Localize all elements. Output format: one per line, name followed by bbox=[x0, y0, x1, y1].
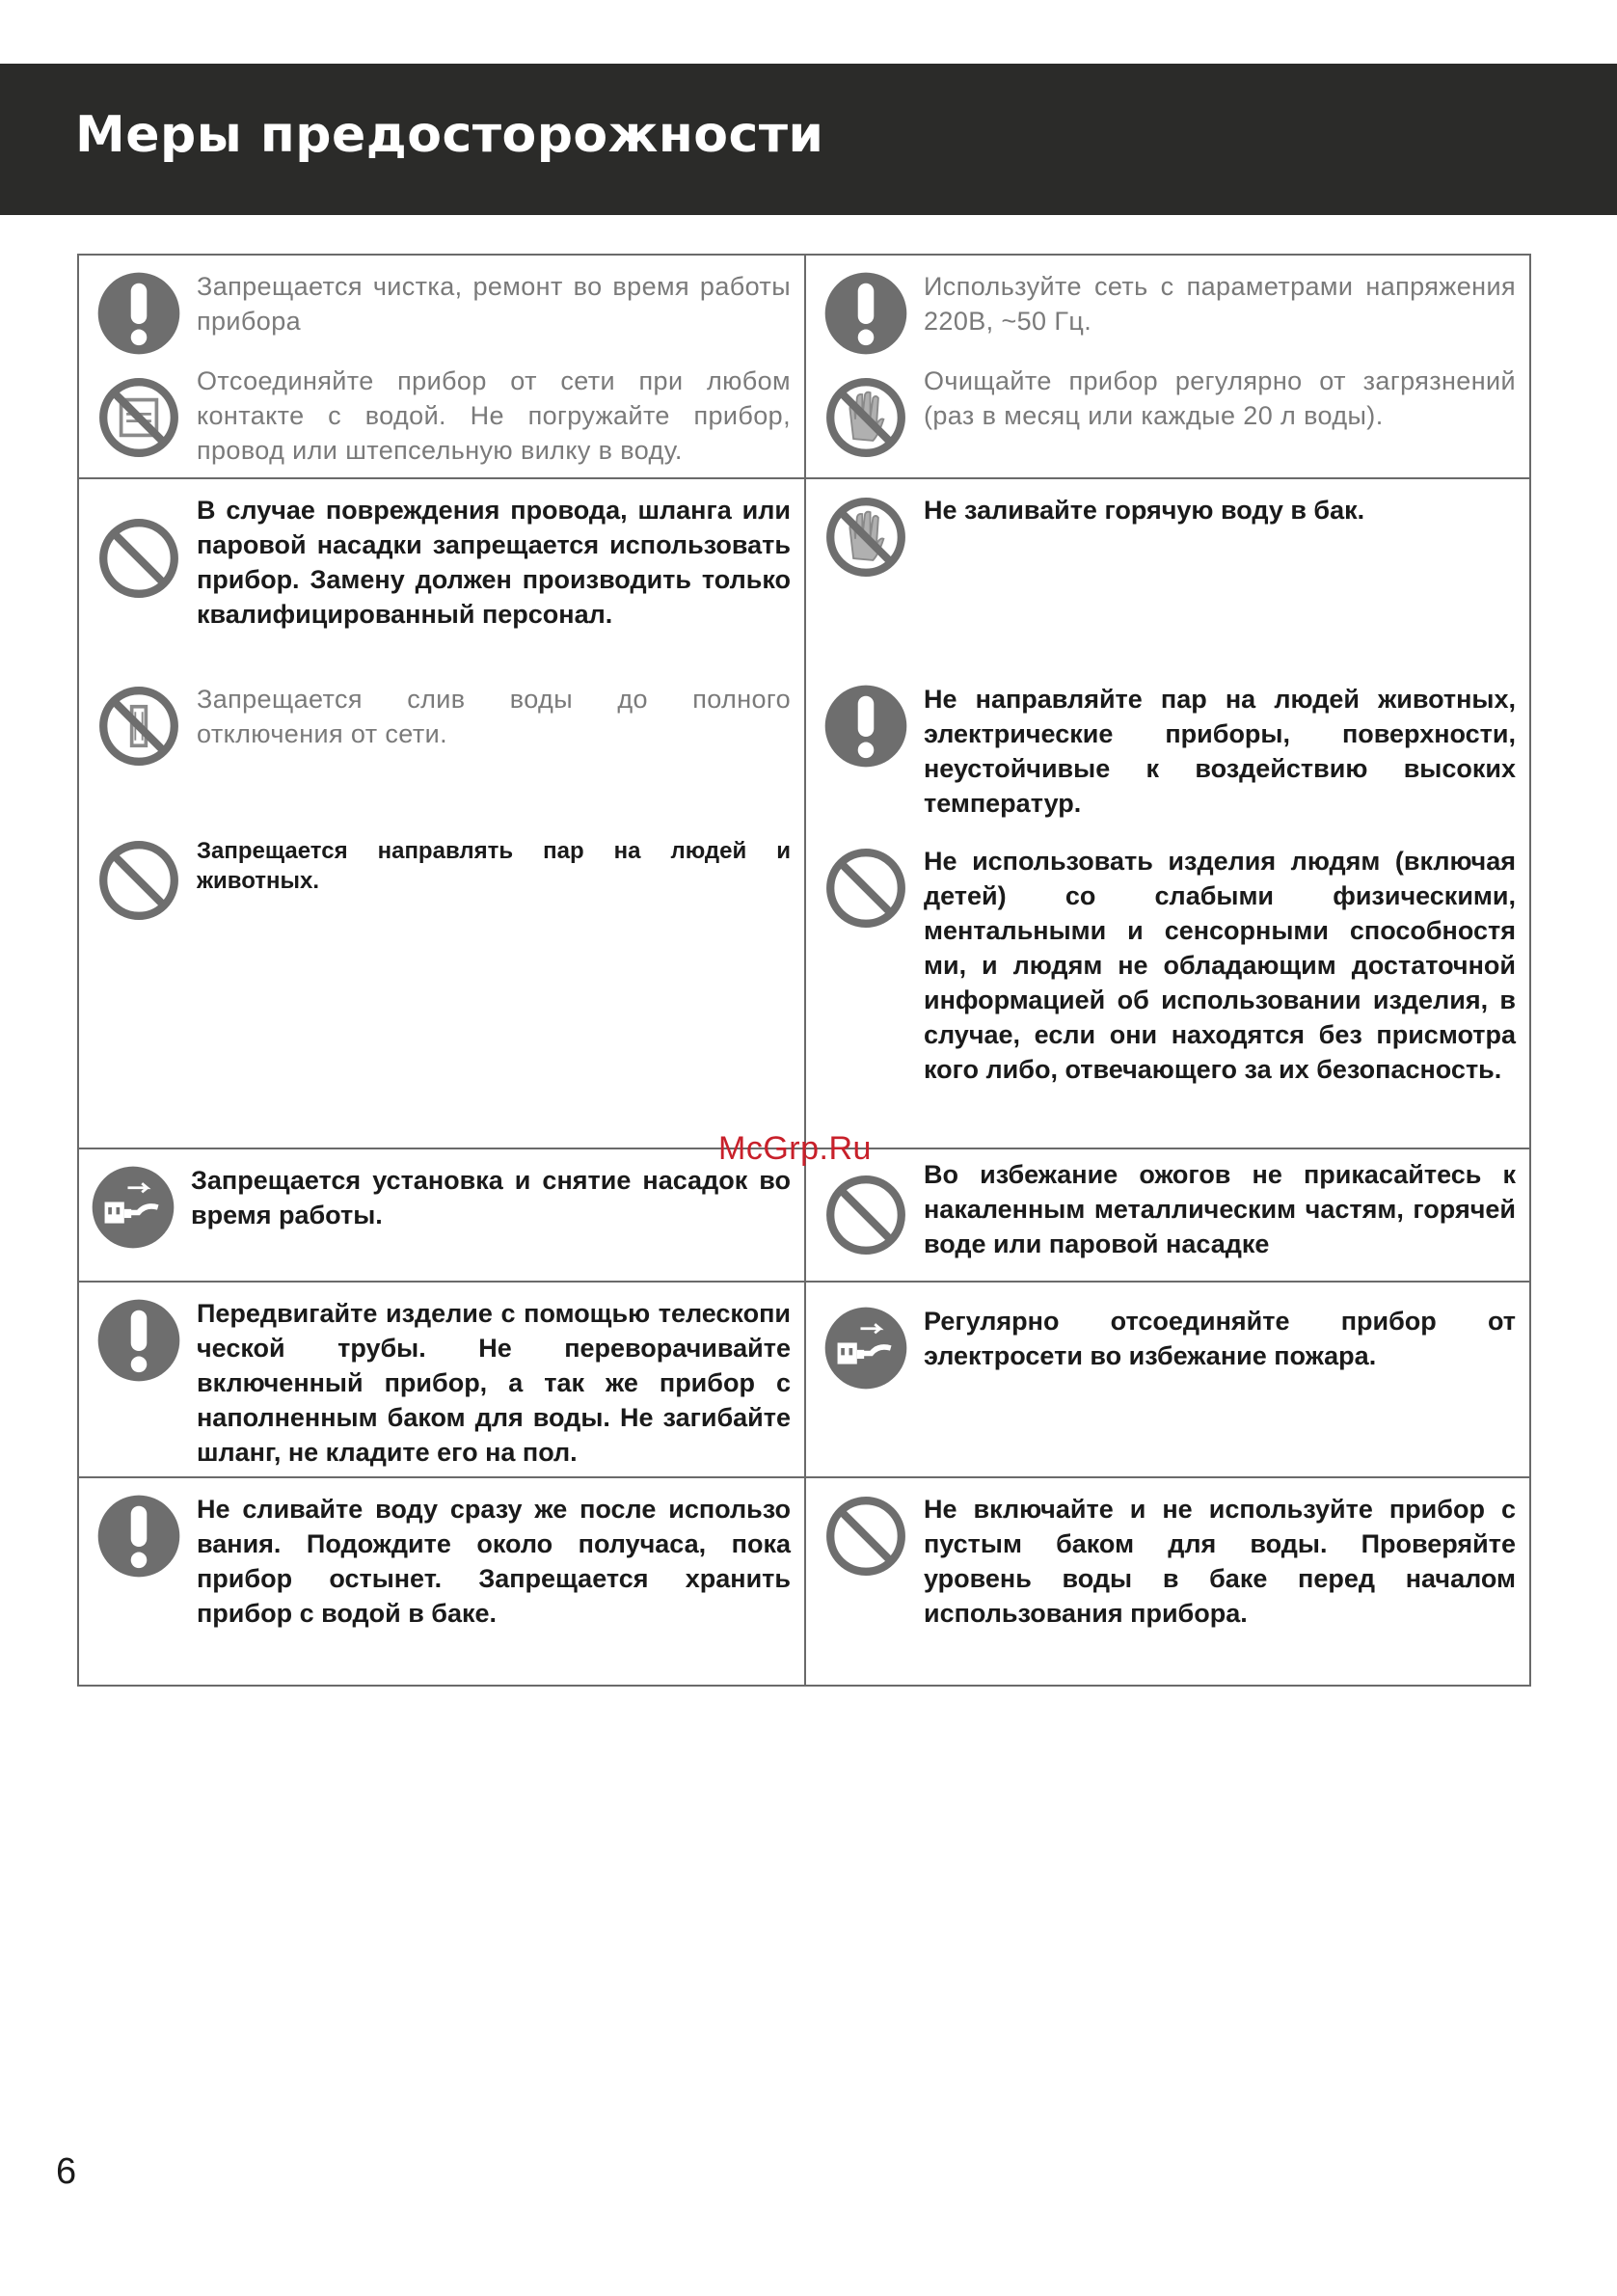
table-row bbox=[78, 255, 1530, 478]
table-row bbox=[78, 478, 1530, 1148]
precaution-item bbox=[806, 256, 1529, 360]
table-row bbox=[78, 1282, 1530, 1477]
table-cell-right bbox=[805, 478, 1530, 1148]
precaution-item bbox=[806, 1478, 1529, 1631]
no-drain-icon bbox=[94, 682, 183, 770]
precaution-text: Запрещается чистка, ремонт во время работы прибора bbox=[197, 272, 791, 336]
precaution-text: В случае повреждения провода, шланга или паровой насадки запрещается использовать прибор. Замену должен производить только квалифицированный персонал. bbox=[197, 496, 791, 629]
table-cell-right bbox=[805, 1282, 1530, 1477]
table-row bbox=[78, 1477, 1530, 1686]
precaution-text: Не использовать изделия людям (включая детей) со слабыми физическими, ментальными и сенсорными способностя ми, и людям не обладающим достаточной информацией об использовании изделия, в случае, если они находятся без присмотра кого либо, отвечающего за их безопасность. bbox=[924, 847, 1516, 1084]
precaution-item bbox=[79, 479, 804, 672]
precaution-text: Отсоединяйте прибор от сети при любом контакте с водой. Не погружайте прибор, провод или штепсельную вилку в воду. bbox=[197, 366, 791, 465]
precaution-text: Передвигайте изделие с помощью телескопи ческой трубы. Не переворачивайте включенный прибор, а так же прибор с наполненным баком для воды. Не загибайте шланг, не кладите его на пол. bbox=[197, 1299, 791, 1467]
precaution-text: Запрещается установка и снятие насадок во время работы. bbox=[191, 1166, 791, 1229]
table-cell-left bbox=[78, 1148, 805, 1282]
exclamation-icon bbox=[94, 1296, 183, 1385]
precaution-text: Не направляйте пар на людей животных, электрические приборы, поверхности, неустойчивые к воздействию высоких температур. bbox=[924, 685, 1516, 818]
exclamation-icon bbox=[822, 682, 910, 770]
table-cell-right bbox=[805, 255, 1530, 478]
table-cell-left bbox=[78, 1282, 805, 1477]
page-number: 6 bbox=[56, 2151, 77, 2192]
precaution-item bbox=[79, 1149, 804, 1252]
table-cell-right bbox=[805, 1477, 1530, 1686]
exclamation-icon bbox=[822, 269, 910, 358]
precaution-item bbox=[79, 360, 804, 468]
precaution-item bbox=[806, 479, 1529, 672]
precaution-text: Во избежание ожогов не прикасайтесь к накаленным металлическим частям, горячей воде или паровой насадке bbox=[924, 1160, 1516, 1258]
precaution-item bbox=[79, 672, 804, 830]
precaution-text: Очищайте прибор регулярно от загрязнений (раз в месяц или каждые 20 л воды). bbox=[924, 366, 1516, 430]
precaution-text: Запрещается слив воды до полного отключения от сети. bbox=[197, 685, 791, 748]
exclamation-icon bbox=[94, 269, 183, 358]
unplug-icon bbox=[89, 1163, 177, 1252]
table-cell-left bbox=[78, 1477, 805, 1686]
precaution-text: Не включайте и не используйте прибор с пустым баком для воды. Проверяйте уровень воды в баке перед началом использования прибора. bbox=[924, 1495, 1516, 1628]
precaution-item bbox=[806, 1149, 1529, 1261]
prohibited-icon bbox=[822, 844, 910, 932]
precaution-text: Регулярно отсоединяйте прибор от электросети во избежание пожара. bbox=[924, 1307, 1516, 1370]
no-immerse-icon bbox=[94, 373, 183, 462]
precaution-text: Запрещается направлять пар на людей и животных. bbox=[197, 838, 791, 894]
page-title: Меры предосторожности bbox=[75, 106, 824, 164]
precaution-item bbox=[79, 830, 804, 925]
table-cell-right bbox=[805, 1148, 1530, 1282]
prohibited-icon bbox=[822, 1171, 910, 1259]
precaution-item bbox=[806, 360, 1529, 462]
prohibited-icon bbox=[822, 1492, 910, 1580]
watermark: McGrp.Ru bbox=[718, 1130, 872, 1167]
precaution-item bbox=[79, 1478, 804, 1631]
precaution-text: Используйте сеть с параметрами напряжения 220В, ~50 Гц. bbox=[924, 272, 1516, 336]
precaution-item bbox=[806, 844, 1529, 1087]
precaution-item bbox=[806, 672, 1529, 844]
precautions-table bbox=[77, 254, 1531, 1687]
prohibited-icon bbox=[94, 514, 183, 603]
precaution-item bbox=[79, 1283, 804, 1470]
prohibited-icon bbox=[94, 836, 183, 925]
no-touch-icon bbox=[822, 493, 910, 581]
precaution-item bbox=[79, 256, 804, 360]
table-cell-left bbox=[78, 255, 805, 478]
table-cell-left bbox=[78, 478, 805, 1148]
unplug-icon bbox=[822, 1304, 910, 1392]
precaution-text: Не сливайте воду сразу же после использо вания. Подождите около получаса, пока прибор остынет. Запрещается хранить прибор с водой в баке. bbox=[197, 1495, 791, 1628]
no-touch-icon bbox=[822, 373, 910, 462]
precaution-text: Не заливайте горячую воду в бак. bbox=[924, 496, 1365, 525]
precaution-item bbox=[806, 1283, 1529, 1392]
table-row bbox=[78, 1148, 1530, 1282]
header-banner bbox=[0, 64, 1617, 215]
exclamation-icon bbox=[94, 1492, 183, 1580]
